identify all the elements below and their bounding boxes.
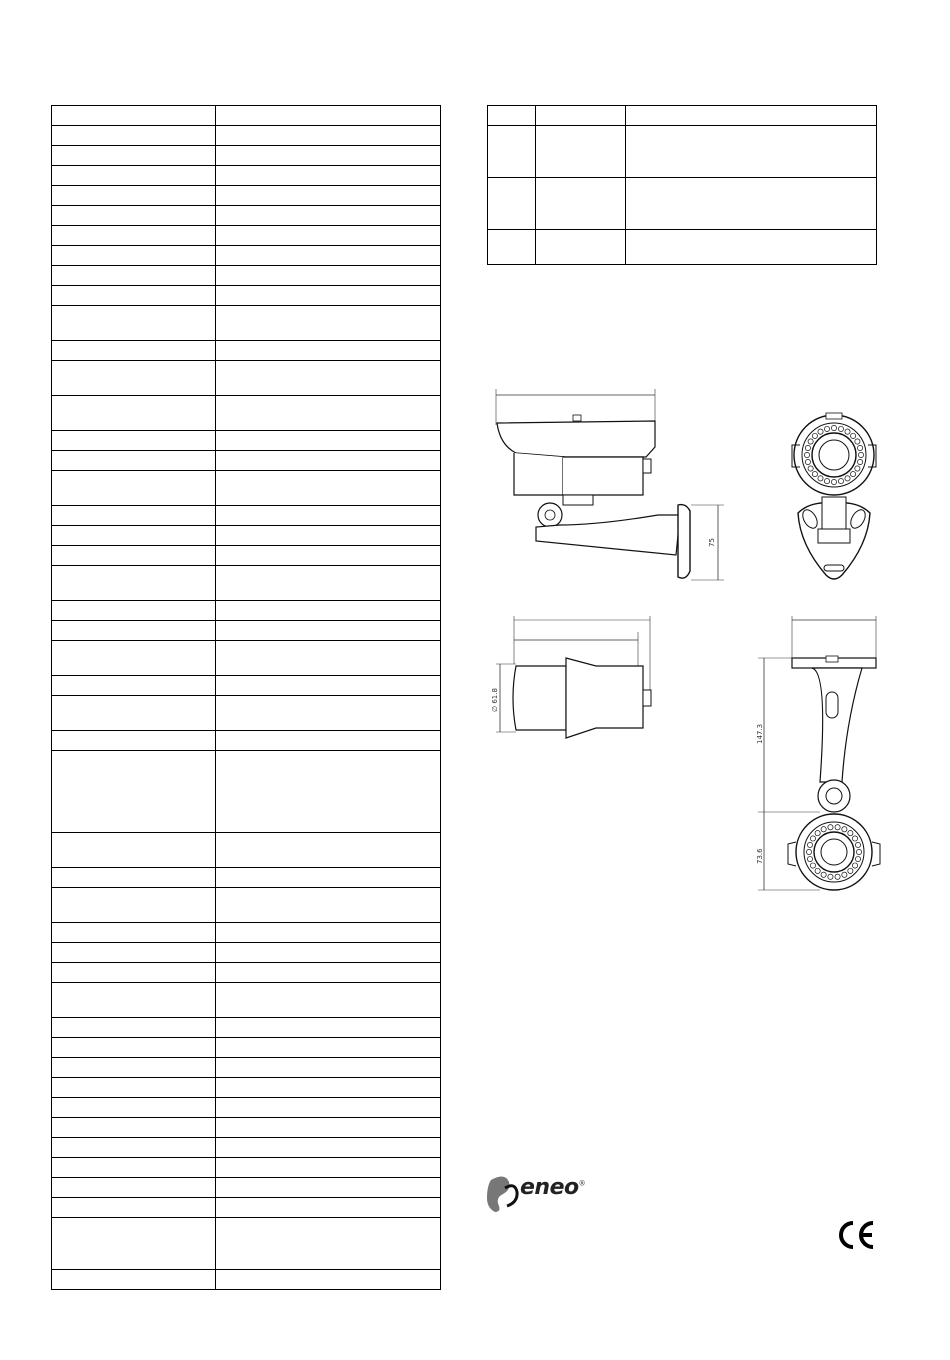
spec-table-row [52,621,441,641]
spec-label-cell [52,1098,216,1118]
spec-table-row [52,696,441,731]
led-dot [838,426,843,431]
spec-value-cell [216,206,441,226]
led-dot [810,863,815,868]
spec-table-row [52,731,441,751]
spec-label-cell [52,471,216,506]
spec-label-cell [52,526,216,546]
spec-table-row [52,166,441,186]
spec-table-row [52,186,441,206]
led-dot [805,445,810,450]
led-dot [804,452,809,457]
led-dot [815,868,820,873]
spec-table-row [52,833,441,868]
spec-value-cell [216,621,441,641]
spec-value-cell [216,1138,441,1158]
spec-label-cell [52,396,216,431]
spec-value-cell [216,286,441,306]
brand-name: eneo [520,1175,579,1200]
specification-table [51,105,441,1290]
spec-value-cell [216,146,441,166]
led-dot [835,874,840,879]
spec-label-cell [52,1058,216,1078]
spec-label-cell [52,1218,216,1270]
spec-table-row [52,963,441,983]
spec-value-cell [216,751,441,833]
specification-table-body [52,106,441,1290]
spec-value-cell [216,186,441,206]
spec-table-row [52,126,441,146]
led-dot [828,874,833,879]
spec-table-row [52,526,441,546]
led-dot [821,827,826,832]
spec-value-cell [216,226,441,246]
spec-table-row [52,943,441,963]
spec-label-cell [52,621,216,641]
model-table-row [488,178,877,230]
spec-table-row [52,1218,441,1270]
spec-label-cell [52,226,216,246]
led-dot [818,476,823,481]
spec-label-cell [52,641,216,676]
spec-label-cell [52,286,216,306]
led-dot [845,476,850,481]
led-dot [807,856,812,861]
spec-label-cell [52,186,216,206]
spec-value-cell [216,601,441,621]
led-dot [824,478,829,483]
spec-table-row [52,246,441,266]
spec-value-cell [216,396,441,431]
spec-label-cell [52,431,216,451]
spec-value-cell [216,166,441,186]
spec-table-row [52,546,441,566]
spec-table-row [52,1158,441,1178]
model-table-cell [536,230,626,265]
spec-label-cell [52,451,216,471]
led-dot [857,459,862,464]
spec-value-cell [216,471,441,506]
spec-label-cell [52,696,216,731]
spec-value-cell [216,868,441,888]
spec-table-row [52,1178,441,1198]
bracket-length-label: 147.3 [756,723,764,744]
spec-value-cell [216,106,441,126]
spec-label-cell [52,1038,216,1058]
model-table-cell [626,178,877,230]
model-table-cell [536,178,626,230]
spec-table-row [52,1018,441,1038]
spec-label-cell [52,106,216,126]
spec-value-cell [216,1218,441,1270]
spec-table-row [52,506,441,526]
spec-value-cell [216,1118,441,1138]
spec-label-cell [52,361,216,396]
spec-label-cell [52,306,216,341]
spec-value-cell [216,546,441,566]
spec-label-cell [52,983,216,1018]
spec-value-cell [216,566,441,601]
led-dot [842,827,847,832]
spec-value-cell [216,983,441,1018]
spec-label-cell [52,566,216,601]
led-dot [845,429,850,434]
spec-value-cell [216,1038,441,1058]
spec-label-cell [52,1270,216,1290]
spec-table-row [52,471,441,506]
spec-label-cell [52,1018,216,1038]
model-table-cell [536,106,626,126]
spec-value-cell [216,361,441,396]
spec-value-cell [216,731,441,751]
led-dot [807,842,812,847]
height-dimension-label: 75 [708,538,716,547]
spec-label-cell [52,963,216,983]
spec-table-row [52,1118,441,1138]
model-table-cell [488,178,536,230]
spec-label-cell [52,341,216,361]
spec-table-row [52,361,441,396]
spec-value-cell [216,1178,441,1198]
led-dot [852,863,857,868]
spec-value-cell [216,266,441,286]
top-view-drawing [488,612,658,742]
model-table-cell [488,126,536,178]
spec-value-cell [216,696,441,731]
spec-table-row [52,1270,441,1290]
model-table-cell [536,126,626,178]
spec-table-row [52,676,441,696]
spec-value-cell [216,1018,441,1038]
front-view-drawing [780,405,890,585]
spec-table-row [52,566,441,601]
model-table-row [488,126,877,178]
spec-value-cell [216,1198,441,1218]
spec-label-cell [52,506,216,526]
model-table-cell [488,230,536,265]
spec-table-row [52,868,441,888]
spec-table-row [52,451,441,471]
spec-label-cell [52,943,216,963]
spec-label-cell [52,546,216,566]
spec-table-row [52,396,441,431]
spec-table-row [52,1098,441,1118]
ce-mark-icon [836,1219,876,1251]
spec-label-cell [52,888,216,923]
spec-table-row [52,1038,441,1058]
front-height-label: 73.6 [756,848,764,864]
spec-table-row [52,146,441,166]
model-table [487,105,877,265]
spec-table-row [52,226,441,246]
spec-table-row [52,1058,441,1078]
spec-value-cell [216,126,441,146]
spec-label-cell [52,126,216,146]
spec-table-row [52,751,441,833]
led-dot [855,842,860,847]
model-table-row [488,106,877,126]
spec-table-row [52,286,441,306]
spec-label-cell [52,833,216,868]
spec-label-cell [52,166,216,186]
led-dot [856,849,861,854]
spec-value-cell [216,943,441,963]
led-dot [812,471,817,476]
spec-table-row [52,1078,441,1098]
spec-value-cell [216,1058,441,1078]
led-dot [855,466,860,471]
spec-value-cell [216,676,441,696]
spec-value-cell [216,431,441,451]
spec-label-cell [52,751,216,833]
spec-label-cell [52,923,216,943]
spec-value-cell [216,833,441,868]
registered-mark: ® [578,1179,586,1188]
model-table-cell [488,106,536,126]
led-dot [810,836,815,841]
model-table-row [488,230,877,265]
diameter-dimension-label: ∅ 61.8 [491,688,499,712]
led-dot [806,849,811,854]
spec-table-row [52,601,441,621]
spec-label-cell [52,676,216,696]
spec-table-row [52,306,441,341]
led-dot [838,478,843,483]
spec-value-cell [216,246,441,266]
led-dot [808,439,813,444]
spec-table-row [52,923,441,943]
spec-table-row [52,641,441,676]
spec-label-cell [52,1198,216,1218]
led-dot [842,872,847,877]
spec-label-cell [52,1178,216,1198]
side-view-drawing [488,385,733,585]
spec-table-row [52,206,441,226]
spec-label-cell [52,246,216,266]
spec-label-cell [52,1078,216,1098]
spec-label-cell [52,731,216,751]
spec-label-cell [52,266,216,286]
model-table-body [488,106,877,265]
led-dot [835,825,840,830]
led-dot [805,459,810,464]
led-dot [855,439,860,444]
spec-value-cell [216,306,441,341]
rear-view-drawing [750,612,885,897]
spec-table-row [52,106,441,126]
spec-value-cell [216,1158,441,1178]
spec-value-cell [216,506,441,526]
spec-value-cell [216,1098,441,1118]
model-table-cell [626,126,877,178]
spec-table-row [52,341,441,361]
spec-table-row [52,983,441,1018]
led-dot [821,872,826,877]
spec-value-cell [216,341,441,361]
spec-value-cell [216,923,441,943]
spec-table-row [52,431,441,451]
spec-table-row [52,266,441,286]
spec-value-cell [216,526,441,546]
led-dot [857,445,862,450]
led-dot [831,425,836,430]
spec-value-cell [216,1078,441,1098]
spec-label-cell [52,868,216,888]
led-dot [808,466,813,471]
led-dot [815,831,820,836]
led-dot [848,868,853,873]
model-table-cell [626,230,877,265]
spec-table-row [52,1198,441,1218]
spec-value-cell [216,888,441,923]
spec-table-row [52,1138,441,1158]
spec-label-cell [52,601,216,621]
led-dot [848,831,853,836]
led-dot [850,471,855,476]
spec-label-cell [52,1158,216,1178]
model-table-cell [626,106,877,126]
spec-value-cell [216,641,441,676]
spec-label-cell [52,1118,216,1138]
led-dot [858,452,863,457]
led-dot [824,426,829,431]
led-dot [831,479,836,484]
spec-label-cell [52,1138,216,1158]
led-dot [850,433,855,438]
led-dot [818,429,823,434]
spec-table-row [52,888,441,923]
spec-label-cell [52,206,216,226]
led-dot [828,825,833,830]
led-dot [852,836,857,841]
led-dot [812,433,817,438]
spec-value-cell [216,963,441,983]
spec-label-cell [52,146,216,166]
brand-logo-text [520,1175,585,1200]
spec-value-cell [216,1270,441,1290]
spec-value-cell [216,451,441,471]
led-dot [855,856,860,861]
